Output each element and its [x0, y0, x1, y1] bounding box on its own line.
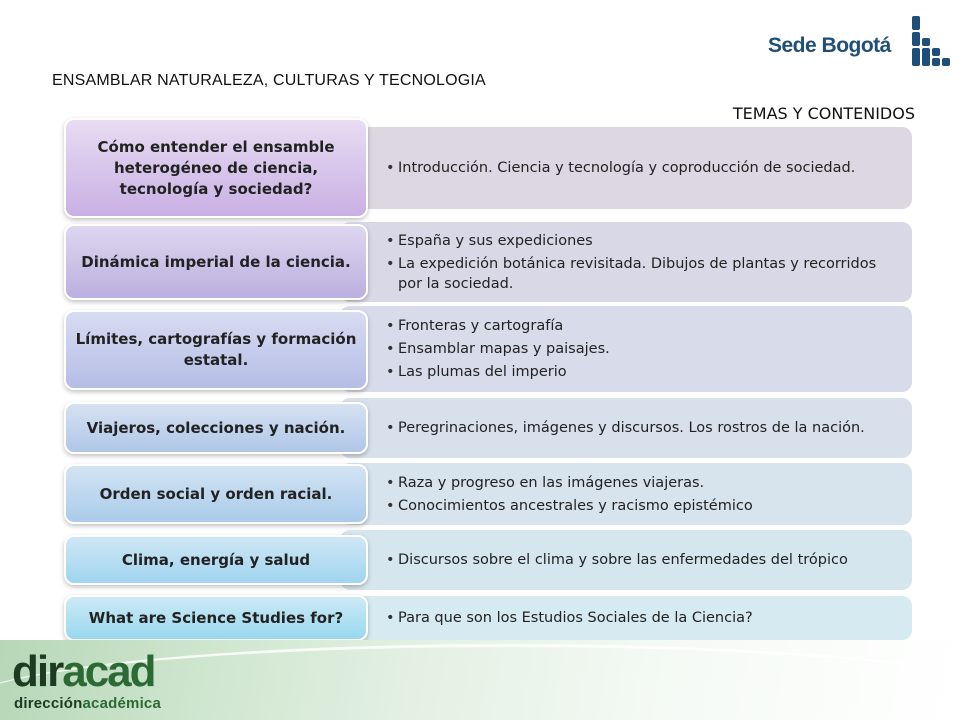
topic-content-box: [340, 530, 912, 590]
topic-content-list: [386, 470, 753, 519]
topic-content-item: • Raza y progreso en las imágenes viajeras.: [386, 473, 753, 493]
topic-content-item: • Conocimientos ancestrales y racismo epistémico: [386, 496, 753, 516]
topic-title-box: Viajeros, colecciones y nación.: [64, 402, 368, 454]
topic-title-box: Clima, energía y salud: [64, 535, 368, 585]
diracad-logo-part-b: acad: [62, 647, 155, 696]
topic-content-box: [340, 222, 912, 302]
topic-content-item: • Peregrinaciones, imágenes y discursos. Los rostros de la nación.: [386, 418, 865, 438]
direccion-academica-logo: [14, 695, 161, 712]
topic-content-item: • Para que son los Estudios Sociales de la Ciencia?: [386, 608, 753, 628]
topic-content-item: • Ensamblar mapas y paisajes.: [386, 339, 610, 359]
topic-content-item: • La expedición botánica revisitada. Dibujos de plantas y recorridos por la sociedad.: [386, 254, 884, 294]
topic-content-item: • Discursos sobre el clima y sobre las enfermedades del trópico: [386, 550, 848, 570]
course-title: ENSAMBLAR NATURALEZA, CULTURAS Y TECNOLOGIA: [52, 72, 486, 89]
section-title: TEMAS Y CONTENIDOS: [732, 104, 915, 123]
sede-bogota-logo-text: Sede Bogotá: [768, 34, 891, 57]
topic-content-item: • España y sus expediciones: [386, 231, 884, 251]
topic-content-item: • Introducción. Ciencia y tecnología y coproducción de sociedad.: [386, 158, 855, 178]
topic-content-list: [386, 547, 848, 573]
topic-content-box: [340, 596, 912, 640]
topic-content-box: [340, 127, 912, 209]
topic-content-item: • Fronteras y cartografía: [386, 316, 610, 336]
university-logo-icon: [910, 16, 956, 68]
topic-title-box: What are Science Studies for?: [64, 595, 368, 641]
diracad-logo: [12, 647, 155, 696]
topic-content-list: [386, 415, 865, 441]
topic-title-box: Límites, cartografías y formación estatal.: [64, 310, 368, 390]
direccion-logo-part-a: dirección: [14, 695, 83, 712]
topic-title-box: Dinámica imperial de la ciencia.: [64, 224, 368, 300]
topic-title-box: Orden social y orden racial.: [64, 464, 368, 524]
direccion-logo-part-b: académica: [82, 695, 162, 712]
topic-content-item: • Las plumas del imperio: [386, 362, 610, 382]
topic-content-list: [386, 313, 610, 385]
topic-content-list: [386, 605, 753, 631]
topic-title-box: Cómo entender el ensamble heterogéneo de ciencia, tecnología y sociedad?: [64, 118, 368, 218]
topic-content-box: [340, 306, 912, 392]
topic-content-list: [386, 228, 884, 297]
topic-content-box: [340, 398, 912, 458]
topic-content-list: [386, 155, 855, 181]
topic-content-box: [340, 463, 912, 525]
diracad-logo-part-a: dir: [12, 647, 63, 696]
